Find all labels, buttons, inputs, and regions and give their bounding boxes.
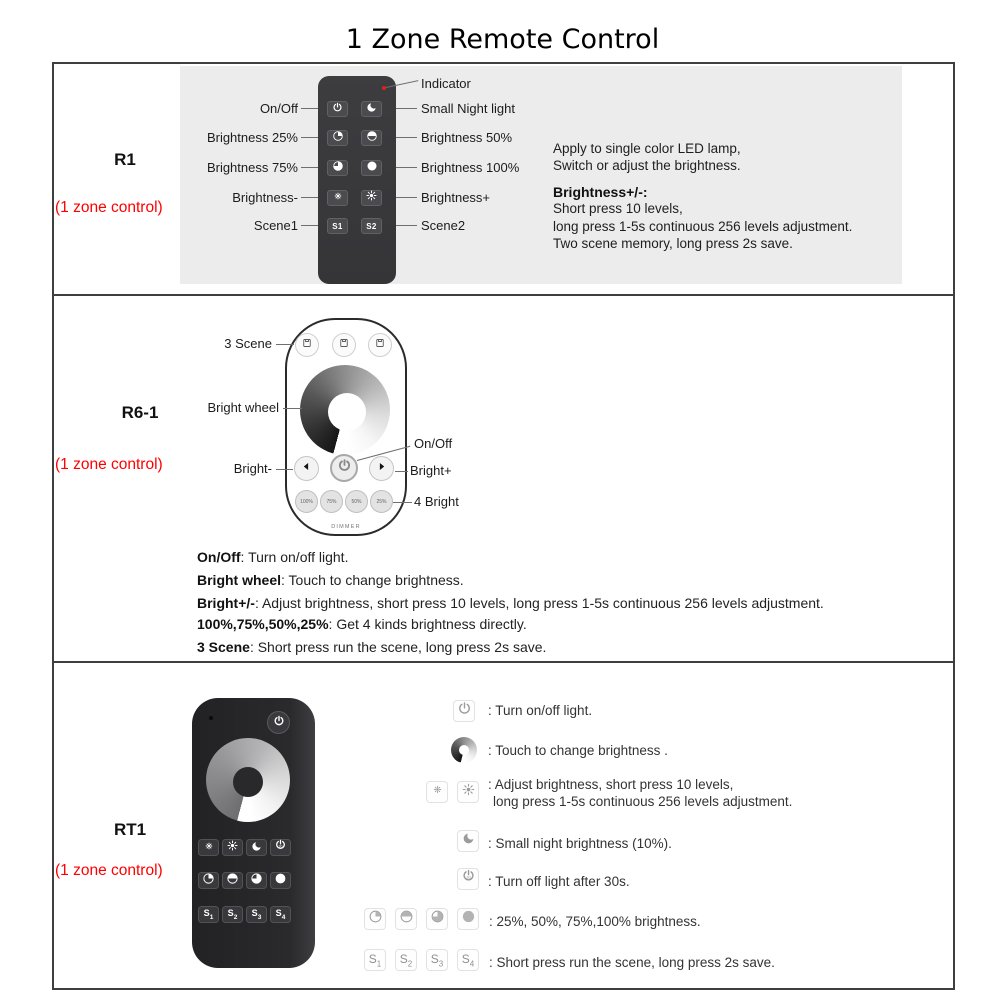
section-divider-2 (52, 661, 955, 663)
arrow-right-icon (375, 460, 388, 478)
r1-brightness-minus-button (327, 190, 348, 206)
r1-info-line4: long press 1-5s continuous 256 levels adjustment. (553, 219, 853, 234)
r1-label-brightness-25: Brightness 25% (206, 130, 298, 145)
r6-label-scene: 3 Scene (224, 336, 272, 351)
rt1-brightness-minus-button (198, 839, 219, 856)
r6-note-onoff (197, 549, 348, 565)
r1-brightness-plus-button (361, 190, 382, 206)
r6-bright-wheel-hole (328, 393, 366, 431)
callout-line (276, 469, 293, 470)
legend-sun-dim-box (426, 781, 448, 803)
r6-pct-button-100: 100% (295, 490, 318, 513)
sun-dim-icon (203, 839, 215, 857)
pie-100-icon (274, 872, 287, 890)
save-icon (301, 336, 313, 354)
note-text: : Turn on/off light. (240, 549, 349, 565)
r6-pct-button-75: 75% (320, 490, 343, 513)
callout-line (301, 108, 318, 109)
rt1-model-label: RT1 (113, 820, 147, 839)
note-term: On/Off (197, 549, 241, 565)
rt1-scene3-key-label: $S_3$ (251, 908, 262, 921)
r1-label-brightness-plus: Brightness+ (421, 190, 491, 205)
moon-icon (366, 100, 377, 118)
power-30s-icon (274, 839, 287, 857)
section-divider-1 (52, 294, 955, 296)
r1-info-line2: Switch or adjust the brightness. (553, 158, 741, 173)
note-text: : Short press run the scene, long press 2s save. (249, 639, 547, 655)
rt1-brightness-plus-button (222, 839, 243, 856)
r1-info-line5: Two scene memory, long press 2s save. (553, 236, 793, 251)
r1-label-scene1: Scene1 (253, 218, 298, 233)
r6-note-scene (197, 639, 546, 655)
legend-scene-s1-box (364, 949, 386, 971)
legend-text-power: : Turn on/off light. (488, 703, 593, 718)
legend-text-night: : Small night brightness (10%). (488, 836, 672, 851)
power-icon (273, 714, 285, 732)
pie-100-icon (366, 159, 378, 177)
save-icon (374, 336, 386, 354)
pie-50-icon (366, 129, 378, 147)
r1-brightness-25-button (327, 130, 348, 146)
legend-text-wheel: : Touch to change brightness . (488, 743, 668, 758)
rt1-scene1-button (198, 906, 219, 923)
r1-info-line1: Apply to single color LED lamp, (553, 141, 741, 156)
r1-scene1-key-label: S1 (332, 221, 343, 231)
r6-label-wheel: Bright wheel (207, 400, 279, 415)
legend-scene-s3-box (426, 949, 448, 971)
legend-sun-bright-box (457, 781, 479, 803)
pie-100-icon (461, 909, 476, 929)
pie-25-icon (368, 909, 383, 929)
note-text: : Touch to change brightness. (281, 572, 464, 588)
r6-pct-button-25: 25% (370, 490, 393, 513)
callout-line (396, 225, 417, 226)
r6-scene-button-1 (295, 333, 319, 357)
arrow-left-icon (300, 460, 313, 478)
note-term: 3 Scene (197, 639, 250, 655)
legend-text-scene: : Short press run the scene, long press 2s save. (489, 955, 775, 970)
pie-75-icon (430, 909, 445, 929)
page-title: 1 Zone Remote Control (345, 24, 660, 55)
pie-50-icon (399, 909, 414, 929)
r6-scene-button-2 (332, 333, 356, 357)
rt1-power-button (267, 711, 290, 734)
r1-label-brightness-75: Brightness 75% (206, 160, 298, 175)
r1-label-brightness-100: Brightness 100% (421, 160, 520, 175)
legend-text-adjust-2: long press 1-5s continuous 256 levels adjustment. (493, 794, 793, 809)
r1-label-brightness-minus: Brightness- (232, 190, 298, 205)
r6-label-onoff: On/Off (414, 436, 453, 451)
legend-text-adjust-1: : Adjust brightness, short press 10 levels, (488, 777, 734, 792)
sun-bright-icon (365, 189, 378, 207)
r6-zone-label: (1 zone control) (55, 456, 163, 473)
rt1-scene2-key-label: $S_2$ (227, 908, 238, 921)
note-text: : Adjust brightness, short press 10 levels, long press 1-5s continuous 256 levels adjustment. (254, 595, 824, 611)
r6-onoff-button (330, 454, 358, 482)
legend-scene-s4-box (457, 949, 479, 971)
scene-key-s4: $S_4$ (461, 951, 475, 969)
power-icon (332, 100, 343, 118)
sun-bright-icon (226, 839, 239, 857)
r1-info-line3: Short press 10 levels, (553, 201, 683, 216)
svg-text:30: 30 (465, 874, 471, 880)
rt1-brightness-25-button (198, 872, 219, 889)
legend-pie-75-box (426, 908, 448, 930)
legend-pie-50-box (395, 908, 417, 930)
r1-info-heading: Brightness+/-: (553, 184, 648, 200)
scene-key-s2: $S_2$ (399, 951, 413, 969)
legend-pie-25-box (364, 908, 386, 930)
callout-line (393, 502, 412, 503)
callout-line (301, 225, 318, 226)
r1-scene2-button (361, 218, 382, 234)
r1-scene2-key-label: S2 (366, 221, 377, 231)
callout-line (301, 167, 318, 168)
r6-dimmer-label: DIMMER (331, 524, 361, 530)
legend-pie-100-box (457, 908, 479, 930)
rt1-brightness-100-button (270, 872, 291, 889)
r1-label-nightlight: Small Night light (421, 101, 515, 116)
rt1-zone-label: (1 zone control) (55, 862, 163, 879)
rt1-scene3-button (246, 906, 267, 923)
callout-line (301, 197, 318, 198)
r1-brightness-100-button (361, 160, 382, 176)
callout-line (396, 197, 417, 198)
callout-line (283, 408, 302, 409)
r6-bright-minus-button (294, 456, 319, 481)
pie-75-icon (332, 159, 344, 177)
r1-label-brightness-50: Brightness 50% (421, 130, 513, 145)
r1-zone-label: (1 zone control) (55, 199, 163, 216)
rt1-indicator-hole (209, 716, 213, 720)
rt1-scene2-button (222, 906, 243, 923)
power-icon (337, 458, 352, 478)
rt1-bright-wheel-hole (233, 767, 263, 797)
r1-onoff-button (327, 101, 348, 117)
scene-key-s3: $S_3$ (430, 951, 444, 969)
scene-key-s1: $S_1$ (368, 951, 382, 969)
power-30s-icon (461, 869, 476, 889)
pie-75-icon (250, 872, 263, 890)
moon-icon (251, 839, 262, 857)
note-term: Bright wheel (197, 572, 282, 588)
callout-line (276, 344, 294, 345)
sun-dim-icon (431, 783, 444, 801)
rt1-brightness-50-button (222, 872, 243, 889)
r6-note-pct (197, 616, 527, 632)
pie-25-icon (332, 129, 344, 147)
callout-line (396, 167, 417, 168)
r1-scene1-button (327, 218, 348, 234)
rt1-nightlight-button (246, 839, 267, 856)
note-term: Bright+/- (197, 595, 255, 611)
rt1-scene4-button (270, 906, 291, 923)
pie-50-icon (226, 872, 239, 890)
callout-line (396, 108, 417, 109)
r6-label-bright-minus: Bright- (233, 461, 272, 476)
moon-icon (462, 832, 475, 850)
rt1-power-30s-button (270, 839, 291, 856)
rt1-brightness-75-button (246, 872, 267, 889)
svg-text:30: 30 (278, 843, 283, 848)
legend-power-30s-box (457, 868, 479, 890)
r1-nightlight-button (361, 101, 382, 117)
legend-power-box (453, 700, 475, 722)
r6-note-bright (197, 595, 824, 611)
callout-line (395, 471, 408, 472)
r1-label-indicator: Indicator (421, 76, 471, 91)
note-term: 100%,75%,50%,25% (197, 616, 329, 632)
sun-bright-icon (461, 782, 476, 802)
power-icon (457, 701, 472, 721)
sun-dim-icon (332, 189, 344, 207)
callout-line (396, 137, 417, 138)
r6-label-4-bright: 4 Bright (414, 494, 459, 509)
r6-note-wheel (197, 572, 464, 588)
bright-wheel-icon-hole (459, 745, 469, 755)
r6-bright-plus-button (369, 456, 394, 481)
r6-pct-button-50: 50% (345, 490, 368, 513)
r1-brightness-75-button (327, 160, 348, 176)
save-icon (338, 336, 350, 354)
r1-label-onoff: On/Off (259, 101, 298, 116)
legend-moon-box (457, 830, 479, 852)
legend-text-pct: : 25%, 50%, 75%,100% brightness. (489, 914, 701, 929)
pie-25-icon (202, 872, 215, 890)
rt1-scene4-key-label: $S_4$ (275, 908, 286, 921)
r1-label-scene2: Scene2 (421, 218, 466, 233)
r6-label-bright-plus: Bright+ (410, 463, 452, 478)
rt1-scene1-key-label: $S_1$ (203, 908, 214, 921)
r6-model-label: R6-1 (121, 403, 159, 422)
r1-brightness-50-button (361, 130, 382, 146)
callout-line (301, 137, 318, 138)
legend-scene-s2-box (395, 949, 417, 971)
legend-text-power30: : Turn off light after 30s. (488, 874, 630, 889)
note-text: : Get 4 kinds brightness directly. (328, 616, 527, 632)
r6-scene-button-3 (368, 333, 392, 357)
r1-model-label: R1 (114, 150, 136, 169)
